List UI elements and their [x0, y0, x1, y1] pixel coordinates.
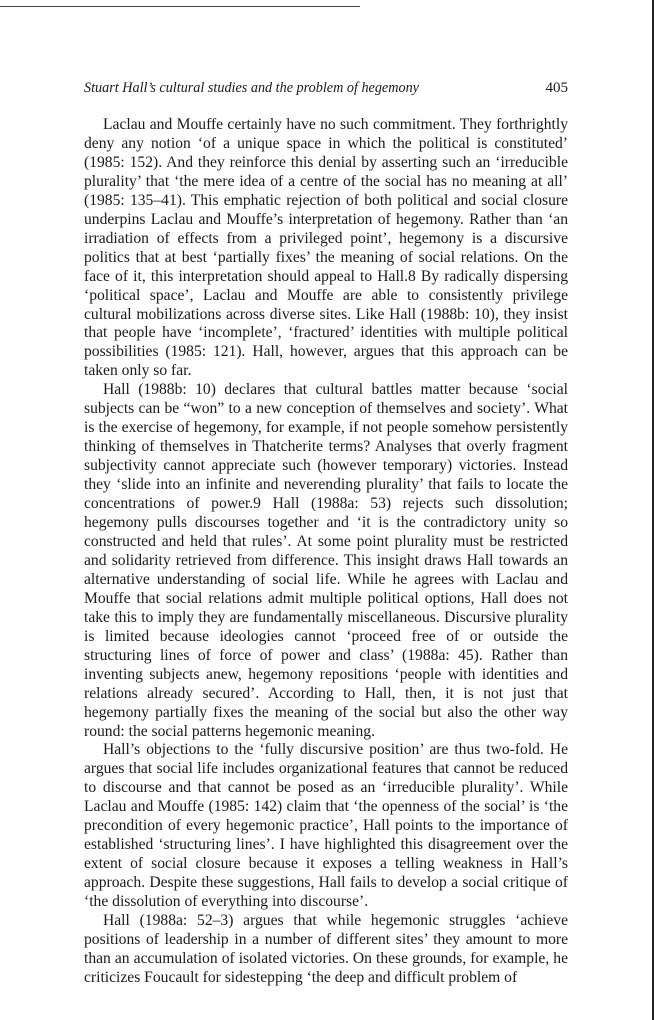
running-title: Stuart Hall’s cultural studies and the problem of hegemony — [84, 80, 419, 96]
page — [84, 78, 568, 988]
running-head — [84, 78, 568, 98]
body-text — [84, 116, 568, 988]
top-rule — [0, 6, 360, 7]
paragraph: Laclau and Mouffe certainly have no such commitment. They forthrightly deny any notion ‘of a unique space in which the political is constituted’ (1985: 152). And they reinforce this denial by asserting such an ‘irreducible plurality’ that ‘the mere idea of a centre of the social has no meaning at all’ (1985: 135–41). This emphatic rejection of both political and social closure underpins Laclau and Mouffe’s interpretation of hegemony. Rather than ‘an irradiation of effects from a privileged point’, hegemony is a discursive politics that at best ‘partially fixes’ the meaning of social relations. On the face of it, this interpretation should appeal to Hall.8 By radically dispersing ‘political space’, Laclau and Mouffe are able to consistently privilege cultural mobilizations across diverse sites. Like Hall (1988b: 10), they insist that people have ‘incomplete’, ‘fractured’ identities with multiple political possibilities (1985: 121). Hall, however, argues that this approach can be taken only so far. — [84, 116, 568, 380]
paragraph: Hall (1988a: 52–3) argues that while hegemonic struggles ‘achieve positions of leadership in a number of different sites’ they amount to more than an accumulation of isolated victories. On these grounds, for example, he criticizes Foucault for sidestepping ‘the deep and difficult problem of — [84, 912, 568, 986]
paragraph: Hall (1988b: 10) declares that cultural battles matter because ‘social subjects can be “won” to a new conception of themselves and society’. What is the exercise of hegemony, for example, if not people somehow persistently thinking of themselves in Thatcherite terms? Analyses that overly fragment subjectivity cannot appreciate such (however temporary) victories. Instead they ‘slide into an infinite and neverending plurality’ that fails to locate the concentrations of power.9 Hall (1988a: 53) rejects such dissolution; hegemony pulls discourses together and ‘it is the contradictory unity so constructed and held that rules’. At some point plurality must be restricted and solidarity retrieved from difference. This insight draws Hall towards an alternative understanding of social life. While he agrees with Laclau and Mouffe that social relations admit multiple political options, Hall does not take this to imply they are fundamentally miscellaneous. Discursive plurality is limited because ideologies cannot ‘proceed free of or outside the structuring lines of force of power and class’ (1988a: 45). Rather than inventing subjects anew, hegemony repositions ‘people with identities and relations already secured’. According to Hall, then, it is not just that hegemony partially fixes the meaning of the social but also the other way round: the social patterns hegemonic meaning. — [84, 381, 568, 740]
paragraph: Hall’s objections to the ‘fully discursive position’ are thus two-fold. He argues that social life includes organizational features that cannot be reduced to discourse and that cannot be posed as an ‘irreducible plurality’. While Laclau and Mouffe (1985: 142) claim that ‘the openness of the social’ is ‘the precondition of every hegemonic practice’, Hall points to the importance of established ‘structuring lines’. I have highlighted this disagreement over the extent of social closure because it exposes a telling weakness in Hall’s approach. Despite these suggestions, Hall fails to develop a social critique of ‘the dissolution of everything into discourse’. — [84, 741, 568, 911]
page-number: 405 — [545, 80, 568, 96]
